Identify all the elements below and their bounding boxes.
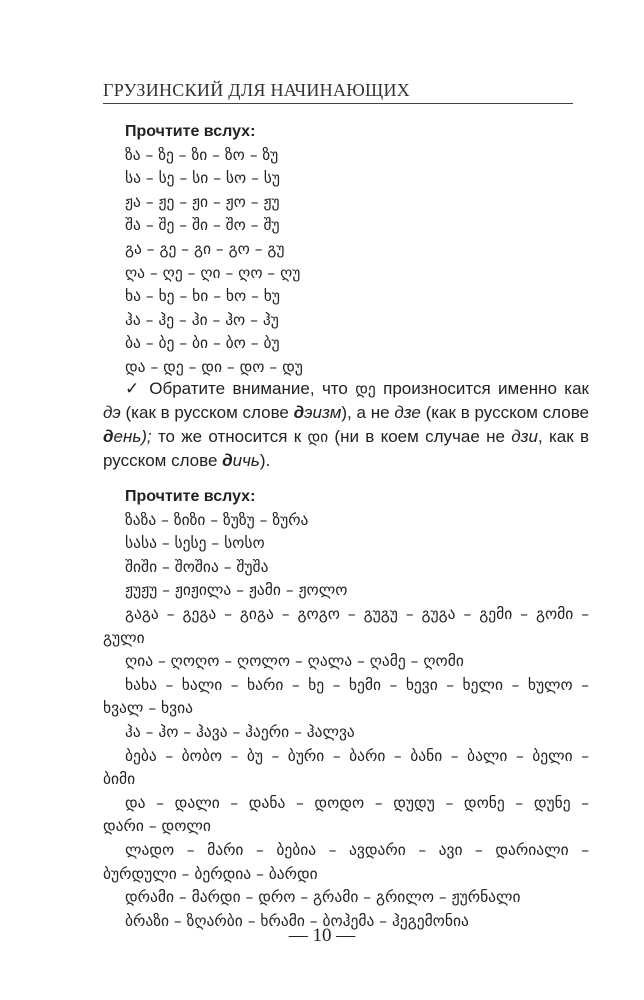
word-line-continuation: ბიმი: [103, 770, 136, 789]
word-line: სასა – სესე – სოსო: [125, 534, 265, 553]
note-paragraph: [103, 377, 589, 473]
note-bold: д: [293, 403, 305, 422]
word-list-item: [103, 509, 589, 533]
running-header: ГРУЗИНСКИЙ ДЛЯ НАЧИНАЮЩИХ: [103, 80, 573, 104]
word-line: ჟუჟუ – ჟიჟილა – ჟამი – ჟოლო: [125, 581, 348, 600]
syllable-line: ბა – ბე – ბი – ბო – ბუ: [125, 334, 280, 353]
note-italic: дэ: [103, 403, 121, 422]
note-bold: д: [103, 427, 114, 446]
note-text: произносится именно как: [375, 379, 589, 398]
note-italic: ичь: [232, 451, 260, 470]
check-icon: ✓: [125, 379, 142, 398]
syllable-line: გა – გე – გი – გო – გუ: [125, 239, 285, 258]
word-line: გაგა – გეგა – გიგა – გოგო – გუგუ – გუგა – გემი – გომი –: [125, 604, 589, 623]
word-list-item: [103, 532, 589, 556]
exercise-block-1: [103, 120, 589, 380]
note-text: (как в русском слове: [120, 403, 294, 422]
georgian-syllable: დი: [307, 428, 329, 446]
word-line-continuation: ბურდული – ბერდია – ბარდი: [103, 864, 318, 883]
word-list-item: [103, 792, 589, 839]
word-line: და – დალი – დანა – დოდო – დუდუ – დონე – დუნე –: [125, 793, 589, 812]
word-list-item: [103, 650, 589, 674]
word-list-item: [103, 603, 589, 650]
word-line-continuation: ხვალ – ხვია: [103, 699, 193, 718]
exercise-block-2: [103, 485, 589, 933]
word-line: დრამი – მარდი – დრო – გრამი – გრილო – ჟურნალი: [125, 888, 521, 907]
word-line: ღია – ღოღო – ღოლო – ღალა – ღამე – ღომი: [125, 652, 464, 671]
note-italic: дзи: [511, 427, 538, 446]
word-list-item: [103, 556, 589, 580]
note-text: (как в русском слове: [420, 403, 589, 422]
word-line: ბრაზი – ზღარბი – ხრამი – ბოჰემა – ჰეგემონია: [125, 911, 469, 930]
syllable-line: ჟა – ჟე – ჟი – ჟო – ჟუ: [125, 192, 280, 211]
syllable-line: ხა – ხე – ხი – ხო – ხუ: [125, 287, 280, 306]
note-text: Обратите внимание, что: [149, 379, 356, 398]
word-list-item: [103, 886, 589, 910]
word-line-continuation: დარი – დოლი: [103, 817, 211, 836]
syllable-line: სა – სე – სი – სო – სუ: [125, 169, 280, 188]
word-line: ზაზა – ზიზი – ზუზუ – ზურა: [125, 510, 309, 529]
word-list-item: [103, 674, 589, 721]
note-text: (ни в коем случае не: [328, 427, 512, 446]
syllable-line: და – დე – დი – დო – დუ: [125, 357, 303, 376]
note-italic: ень);: [113, 427, 152, 446]
word-list-item: [103, 745, 589, 792]
syllable-line: ზა – ზე – ზი – ზო – ზუ: [125, 145, 279, 164]
word-line: ჰა – ჰო – ჰავა – ჰაერი – ჰალვა: [125, 722, 355, 741]
note-italic: дзе: [394, 403, 421, 422]
word-line: შიში – შოშია – შუშა: [125, 557, 269, 576]
syllable-line: შა – შე – ში – შო – შუ: [125, 216, 280, 235]
exercise-label: Прочтите вслух:: [125, 123, 256, 140]
page-number: — 10 —: [288, 925, 356, 946]
syllable-line: ჰა – ჰე – ჰი – ჰო – ჰუ: [125, 310, 279, 329]
word-line-continuation: გული: [103, 628, 145, 647]
word-line: ხახა – ხალი – ხარი – ხე – ხემი – ხევი – ხელი – ხულო –: [125, 675, 589, 694]
word-list-item: [103, 839, 589, 886]
note-text: ), а не: [341, 403, 395, 422]
georgian-syllable: დე: [355, 380, 376, 398]
word-list-item: [103, 579, 589, 603]
word-line: ბება – ბობო – ბუ – ბური – ბარი – ბანი – ბალი – ბელი –: [125, 746, 589, 765]
note-bold: д: [222, 451, 233, 470]
exercise-label: Прочтите вслух:: [125, 488, 256, 505]
word-line: ლადო – მარი – ბებია – ავდარი – ავი – დარიალი –: [125, 840, 589, 859]
syllable-line: ღა – ღე – ღი – ღო – ღუ: [125, 263, 301, 282]
note-italic: эизм: [304, 403, 342, 422]
note-text: ).: [259, 451, 271, 470]
note-text: то же относится к: [151, 427, 308, 446]
word-list-item: [103, 721, 589, 745]
note-text: , как в русском слове: [103, 427, 590, 470]
